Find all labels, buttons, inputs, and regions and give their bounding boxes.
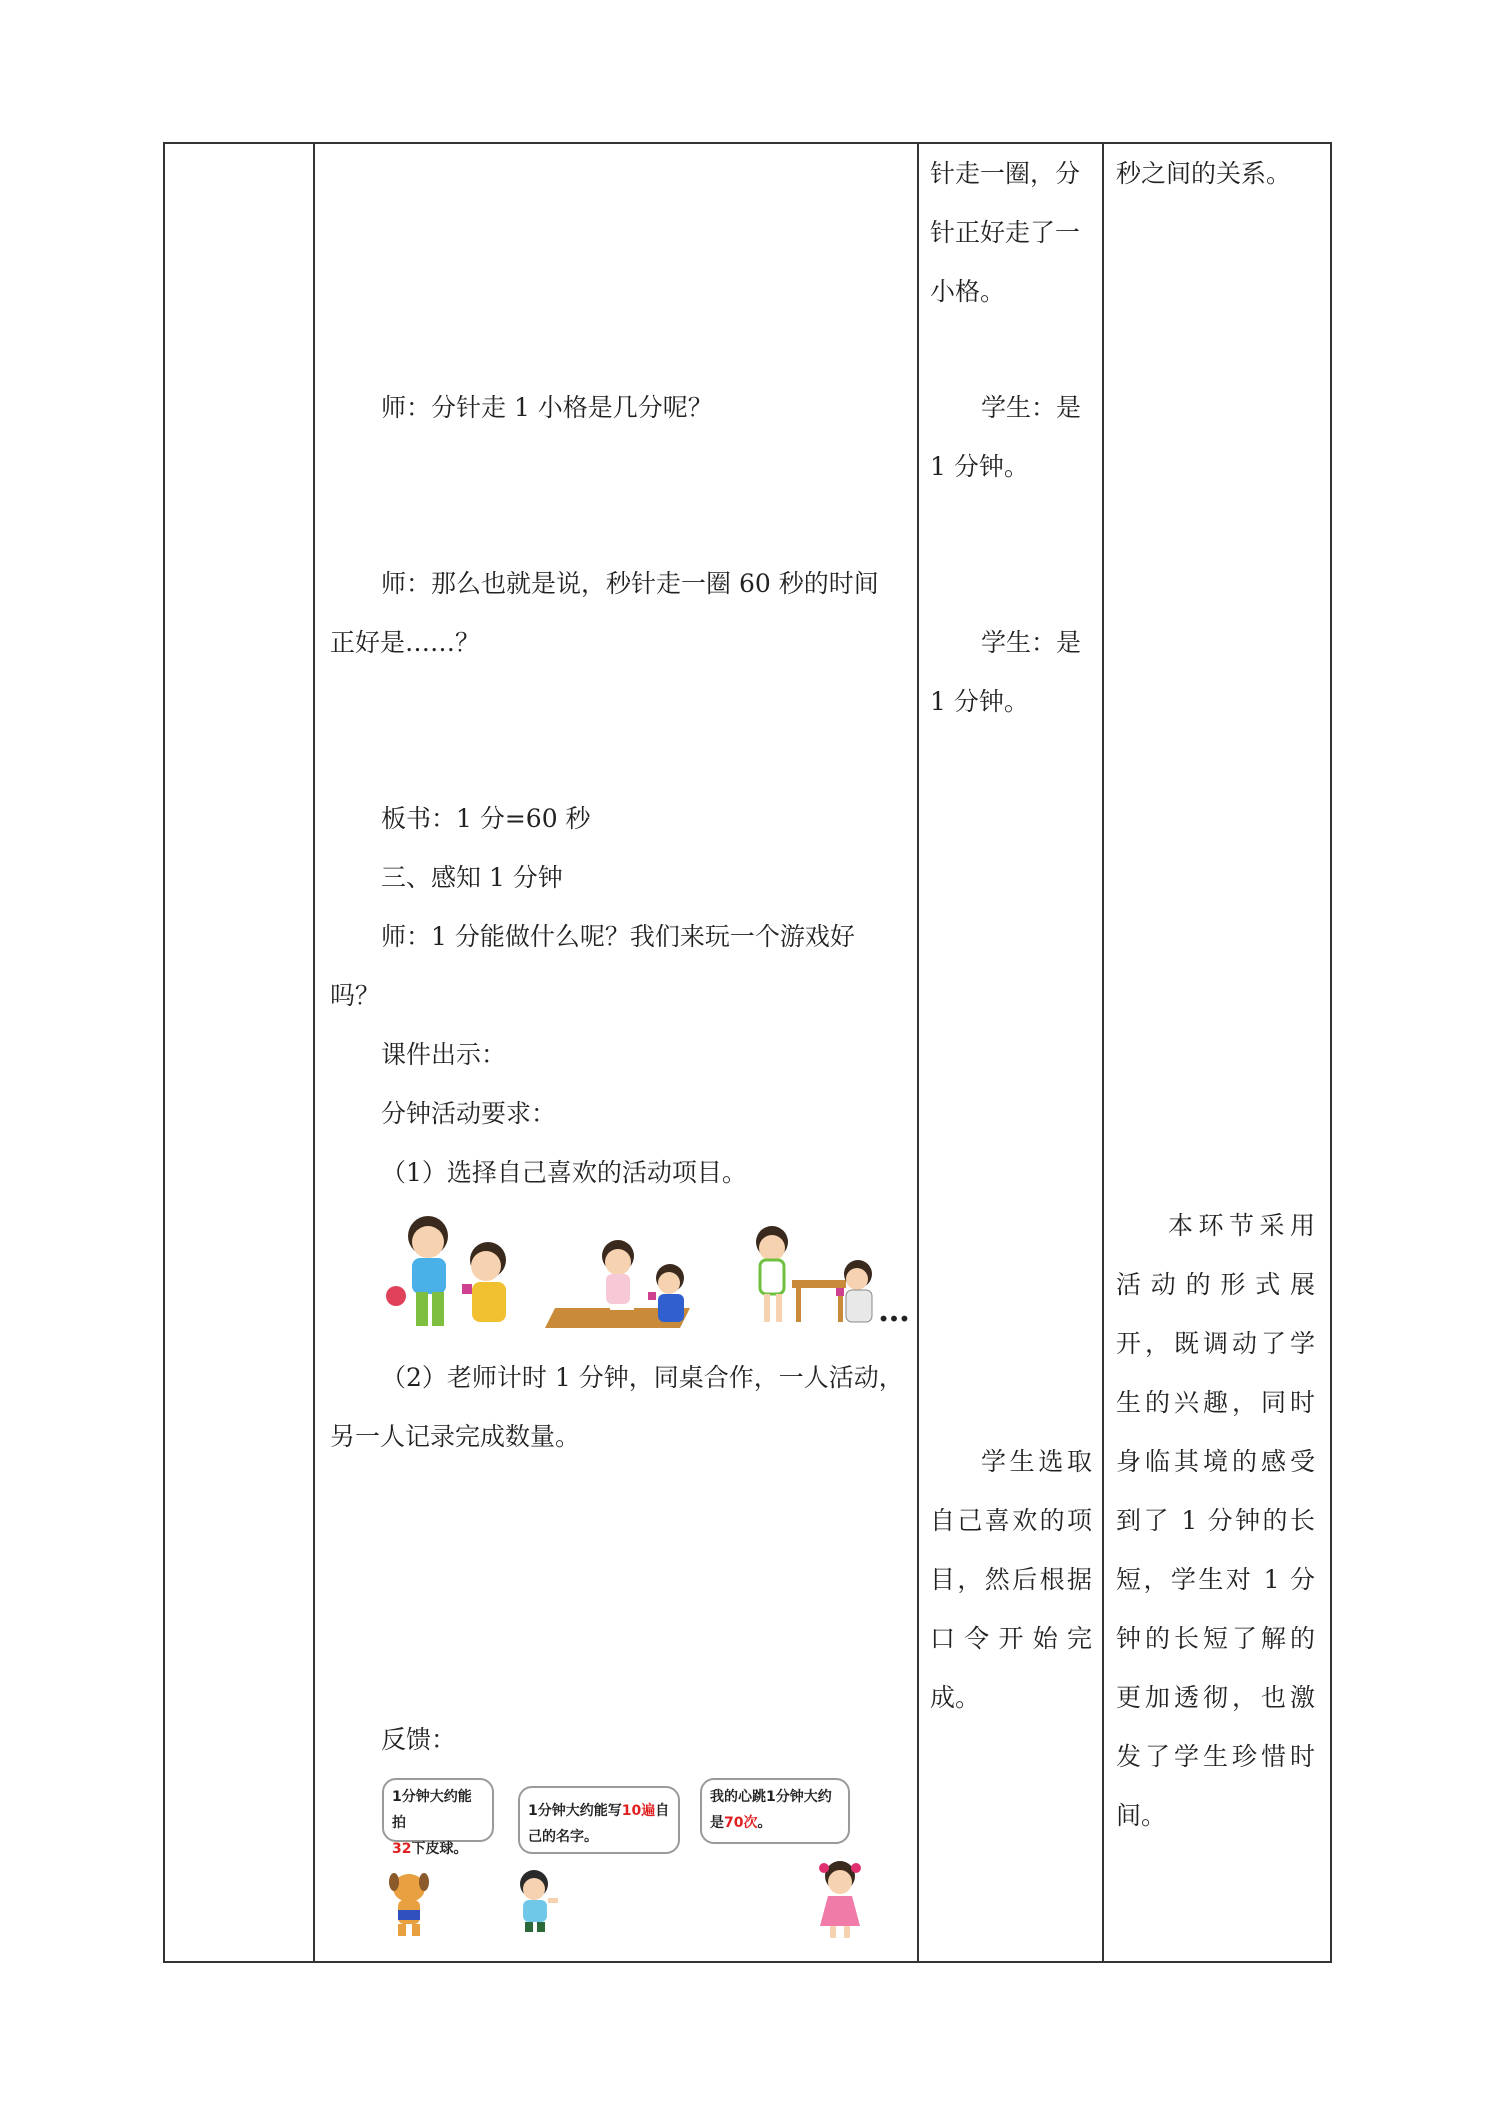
student-answer-3-line: 自己喜欢的项 — [930, 1506, 1092, 1535]
bubble-2-pre: 1分钟大约能写 — [528, 1803, 622, 1819]
bubble-3-pre: 是 — [710, 1815, 724, 1831]
teacher-game-line1: 师：1 分能做什么呢？我们来玩一个游戏好 — [381, 922, 855, 951]
bubble-3-number: 70次 — [724, 1815, 758, 1831]
requirement-2-line1: （2）老师计时 1 分钟，同桌合作，一人活动， — [381, 1363, 904, 1392]
table-bottom-border — [163, 1961, 1332, 1963]
purpose-line: 生的兴趣，同时 — [1116, 1388, 1315, 1417]
dog-character-icon — [382, 1868, 436, 1938]
girl-character-icon — [810, 1860, 870, 1940]
speech-bubble-3 — [700, 1778, 850, 1844]
kid-ball-icon — [386, 1216, 448, 1326]
student-answer-3-line: 口令开始完 — [930, 1624, 1092, 1653]
ellipsis-mark: … — [878, 1291, 910, 1329]
kid-counter-icon — [462, 1242, 506, 1322]
bubble-3-post: 。 — [757, 1815, 772, 1831]
student-text-line: 小格。 — [930, 277, 1006, 306]
student-answer-3-line: 成。 — [930, 1683, 981, 1712]
teacher-question-minute: 师：分针走 1 小格是几分呢？ — [381, 393, 713, 422]
student-answer-2-line2: 1 分钟。 — [930, 687, 1029, 716]
requirement-1: （1）选择自己喜欢的活动项目。 — [381, 1158, 747, 1187]
student-answer-3-line: 学生选取 — [981, 1447, 1092, 1476]
column-divider-2 — [917, 142, 919, 1962]
purpose-line: 钟的长短了解的 — [1116, 1624, 1315, 1653]
purpose-line: 本环节采用 — [1168, 1211, 1315, 1240]
kid-chair-icon — [756, 1226, 846, 1322]
purpose-line: 更加透彻，也激 — [1116, 1683, 1315, 1712]
column-divider-1 — [313, 142, 315, 1962]
section-heading: 三、感知 1 分钟 — [381, 863, 563, 892]
bubble-3-line1: 我的心跳1分钟大约 — [710, 1789, 832, 1805]
table-left-border — [163, 142, 165, 1962]
purpose-line: 活动的形式展 — [1116, 1270, 1315, 1299]
table-right-border — [1330, 142, 1332, 1962]
student-answer-2-line1: 学生：是 — [981, 628, 1082, 657]
purpose-text-top: 秒之间的关系。 — [1116, 159, 1292, 188]
speech-bubble-2 — [518, 1786, 680, 1854]
speech-bubble-1 — [382, 1778, 494, 1857]
teacher-question-line1: 师：那么也就是说，秒针走一圈 60 秒的时间 — [381, 569, 879, 598]
student-answer-1-line1: 学生：是 — [981, 393, 1082, 422]
courseware-label: 课件出示： — [381, 1040, 507, 1069]
student-text-line: 针走一圈，分 — [930, 159, 1081, 188]
board-writing: 板书：1 分=60 秒 — [381, 804, 591, 833]
purpose-line: 到了 1 分钟的长 — [1116, 1506, 1315, 1535]
bubble-1-number: 32 — [392, 1841, 412, 1857]
purpose-line: 身临其境的感受 — [1116, 1447, 1315, 1476]
requirement-2-line2: 另一人记录完成数量。 — [330, 1422, 581, 1451]
activity-title: 分钟活动要求： — [381, 1099, 557, 1128]
purpose-line: 间。 — [1116, 1801, 1167, 1830]
purpose-line: 开，既调动了学 — [1116, 1329, 1315, 1358]
student-answer-3-line: 目，然后根据 — [930, 1565, 1092, 1594]
purpose-line: 发了学生珍惜时 — [1116, 1742, 1315, 1771]
teacher-question-line2: 正好是……？ — [330, 628, 481, 657]
bubble-2-post: 自 — [655, 1803, 670, 1819]
boy-character-icon — [510, 1868, 562, 1932]
column-divider-3 — [1102, 142, 1104, 1962]
bubble-1-line2: 下皮球。 — [411, 1841, 468, 1857]
teacher-game-line2: 吗？ — [330, 981, 381, 1010]
feedback-label: 反馈： — [381, 1725, 457, 1754]
bubble-2-line2: 己的名字。 — [528, 1829, 598, 1845]
student-text-line: 针正好走了一 — [930, 218, 1081, 247]
bubble-2-number: 10遍 — [621, 1803, 656, 1819]
purpose-line: 短，学生对 1 分 — [1116, 1565, 1315, 1594]
student-answer-1-line2: 1 分钟。 — [930, 452, 1029, 481]
bubble-1-line1: 1分钟大约能拍 — [392, 1789, 472, 1831]
activity-illustration — [380, 1208, 920, 1338]
